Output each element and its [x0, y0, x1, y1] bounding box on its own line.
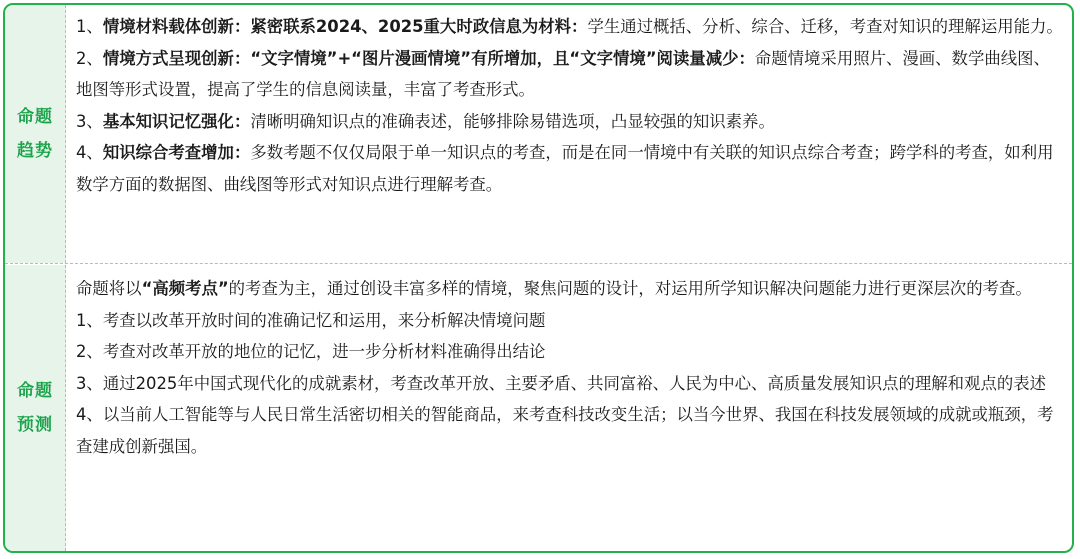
item-text: 清晰明确知识点的准确表述，能够排除易错选项，凸显较强的知识素养。: [250, 111, 775, 131]
row-divider: [5, 263, 1072, 264]
trend-item: [76, 106, 1064, 138]
forecast-row: [5, 265, 1072, 551]
item-text: 多数考题不仅仅局限于单一知识点的考查，而是在同一情境中有关联的知识点综合考查；跨学科的考查，如利用数学方面的数据图、曲线图等形式对知识点进行理解考查。: [76, 143, 1054, 194]
forecast-intro: [76, 273, 1064, 305]
trend-item: [76, 43, 1064, 106]
item-title: 情境材料载体创新：紧密联系2024、2025重大时政信息为材料：: [102, 17, 588, 36]
forecast-item: 3、通过2025年中国式现代化的成就素材，考查改革开放、主要矛盾、共同富裕、人民为中心、高质量发展知识点的理解和观点的表述: [76, 373, 1047, 393]
item-text: 学生通过概括、分析、综合、迁移，考查对知识的理解运用能力。: [587, 17, 1063, 36]
intro-text: 命题将以: [76, 279, 142, 298]
forecast-item: 2、考查对改革开放的地位的记忆，进一步分析材料准确得出结论: [76, 342, 546, 361]
item-number: 4、: [76, 143, 103, 162]
trend-label-cell: [5, 5, 66, 263]
intro-highlight: “高频考点”: [141, 279, 229, 298]
item-title: 情境方式呈现创新：“文字情境”+“图片漫画情境”有所增加，且“文字情境”阅读量减少：: [102, 48, 755, 68]
forecast-label: 命题预测: [17, 381, 53, 435]
forecast-item: 1、考查以改革开放时间的准确记忆和运用，来分析解决情境问题: [76, 310, 546, 330]
forecast-content: [66, 265, 1072, 551]
item-title: 知识综合考查增加：: [102, 143, 251, 162]
item-number: 3、: [76, 111, 103, 131]
item-number: 1、: [76, 17, 103, 36]
trend-row: [5, 5, 1072, 263]
intro-text: 的考查为主，通过创设丰富多样的情境，聚焦问题的设计，对运用所学知识解决问题能力进行更深层次的考查。: [228, 279, 1032, 298]
prediction-table: [3, 3, 1074, 553]
item-number: 2、: [76, 48, 103, 68]
item-title: 基本知识记忆强化：: [102, 111, 251, 131]
trend-item: [76, 137, 1064, 200]
forecast-label-cell: [5, 265, 66, 551]
trend-content: [66, 5, 1072, 263]
trend-item: [76, 11, 1064, 43]
forecast-item: 4、以当前人工智能等与人民日常生活密切相关的智能商品，来考查科技改变生活；以当今世界、我国在科技发展领域的成就或瓶颈，考查建成创新强国。: [76, 405, 1054, 456]
item-text: 命题情境采用照片、漫画、数学曲线图、地图等形式设置，提高了学生的信息阅读量，丰富了考查形式。: [76, 48, 1050, 99]
trend-label: 命题趋势: [17, 107, 53, 161]
